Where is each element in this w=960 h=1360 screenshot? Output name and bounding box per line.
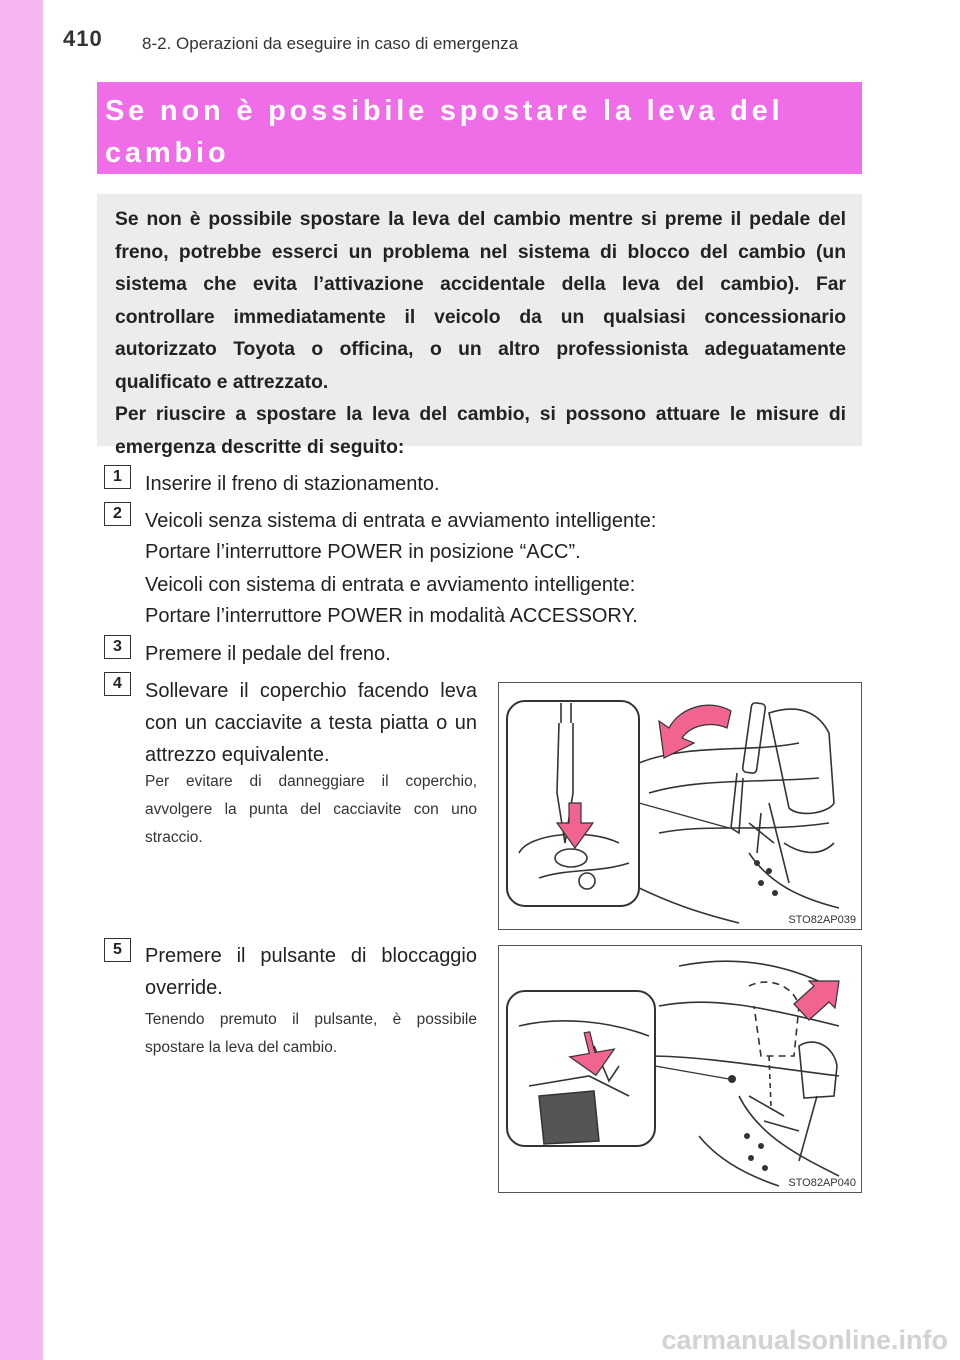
step-2-line-1: Veicoli senza sistema di entrata e avviamento intelligente: <box>145 510 657 532</box>
step-3-number: 3 <box>104 635 131 659</box>
intro-paragraph: Se non è possibile spostare la leva del cambio mentre si preme il pedale del freno, potrebbe esserci un problema nel sistema di blocco del cambio (un sistema che evita l’attivazione accidentale della leva del cambio). Far controllare immediatamente il veicolo da un qualsiasi concessionario autorizzato Toyota o officina, o un altro professionista adeguatamente qualificato e attrezzato. Per riuscire a spostare la leva del cambio, si possono attuare le misure di emergenza descritte di seguito: <box>115 209 846 458</box>
step-2-line-2: Portare l’interruttore POWER in posizione “ACC”. <box>145 541 581 563</box>
intro-text <box>115 204 846 464</box>
shift-lock-drawing <box>499 946 861 1192</box>
step-4-number: 4 <box>104 672 131 696</box>
intro-box <box>97 194 862 458</box>
illustration-cover-removal <box>498 682 862 930</box>
step-2-line-3: Veicoli con sistema di entrata e avviamento intelligente: <box>145 574 636 596</box>
step-2-line-4: Portare l’interruttore POWER in modalità ACCESSORY. <box>145 605 638 627</box>
step-5-number: 5 <box>104 938 131 962</box>
illustration-shift-lock-override <box>498 945 862 1193</box>
side-color-strip <box>0 0 43 1360</box>
image-code: STO82AP039 <box>788 914 856 926</box>
page-number: 410 <box>63 26 103 51</box>
step-2-number: 2 <box>104 502 131 526</box>
step-1-text: Inserire il freno di stazionamento. <box>145 473 440 495</box>
title-line-1: Se non è possibile spostare la leva del cambio <box>105 95 784 169</box>
cover-removal-drawing <box>499 683 861 929</box>
section-title <box>97 82 862 174</box>
image-code: STO82AP040 <box>788 1177 856 1189</box>
step-5-text: Premere il pulsante di bloccaggio override. <box>145 945 477 999</box>
step-4-text: Sollevare il coperchio facendo leva con un cacciavite a testa piatta o un attrezzo equivalente. <box>145 680 477 766</box>
step-4-note: Per evitare di danneggiare il coperchio, avvolgere la punta del cacciavite con uno straccio. <box>145 773 477 846</box>
step-5-note: Tenendo premuto il pulsante, è possibile spostare la leva del cambio. <box>145 1011 477 1056</box>
section-label: 8-2. Operazioni da eseguire in caso di emergenza <box>142 34 519 53</box>
step-1-number: 1 <box>104 465 131 489</box>
watermark: carmanualsonline.info <box>661 1325 948 1355</box>
step-3-text: Premere il pedale del freno. <box>145 643 391 665</box>
